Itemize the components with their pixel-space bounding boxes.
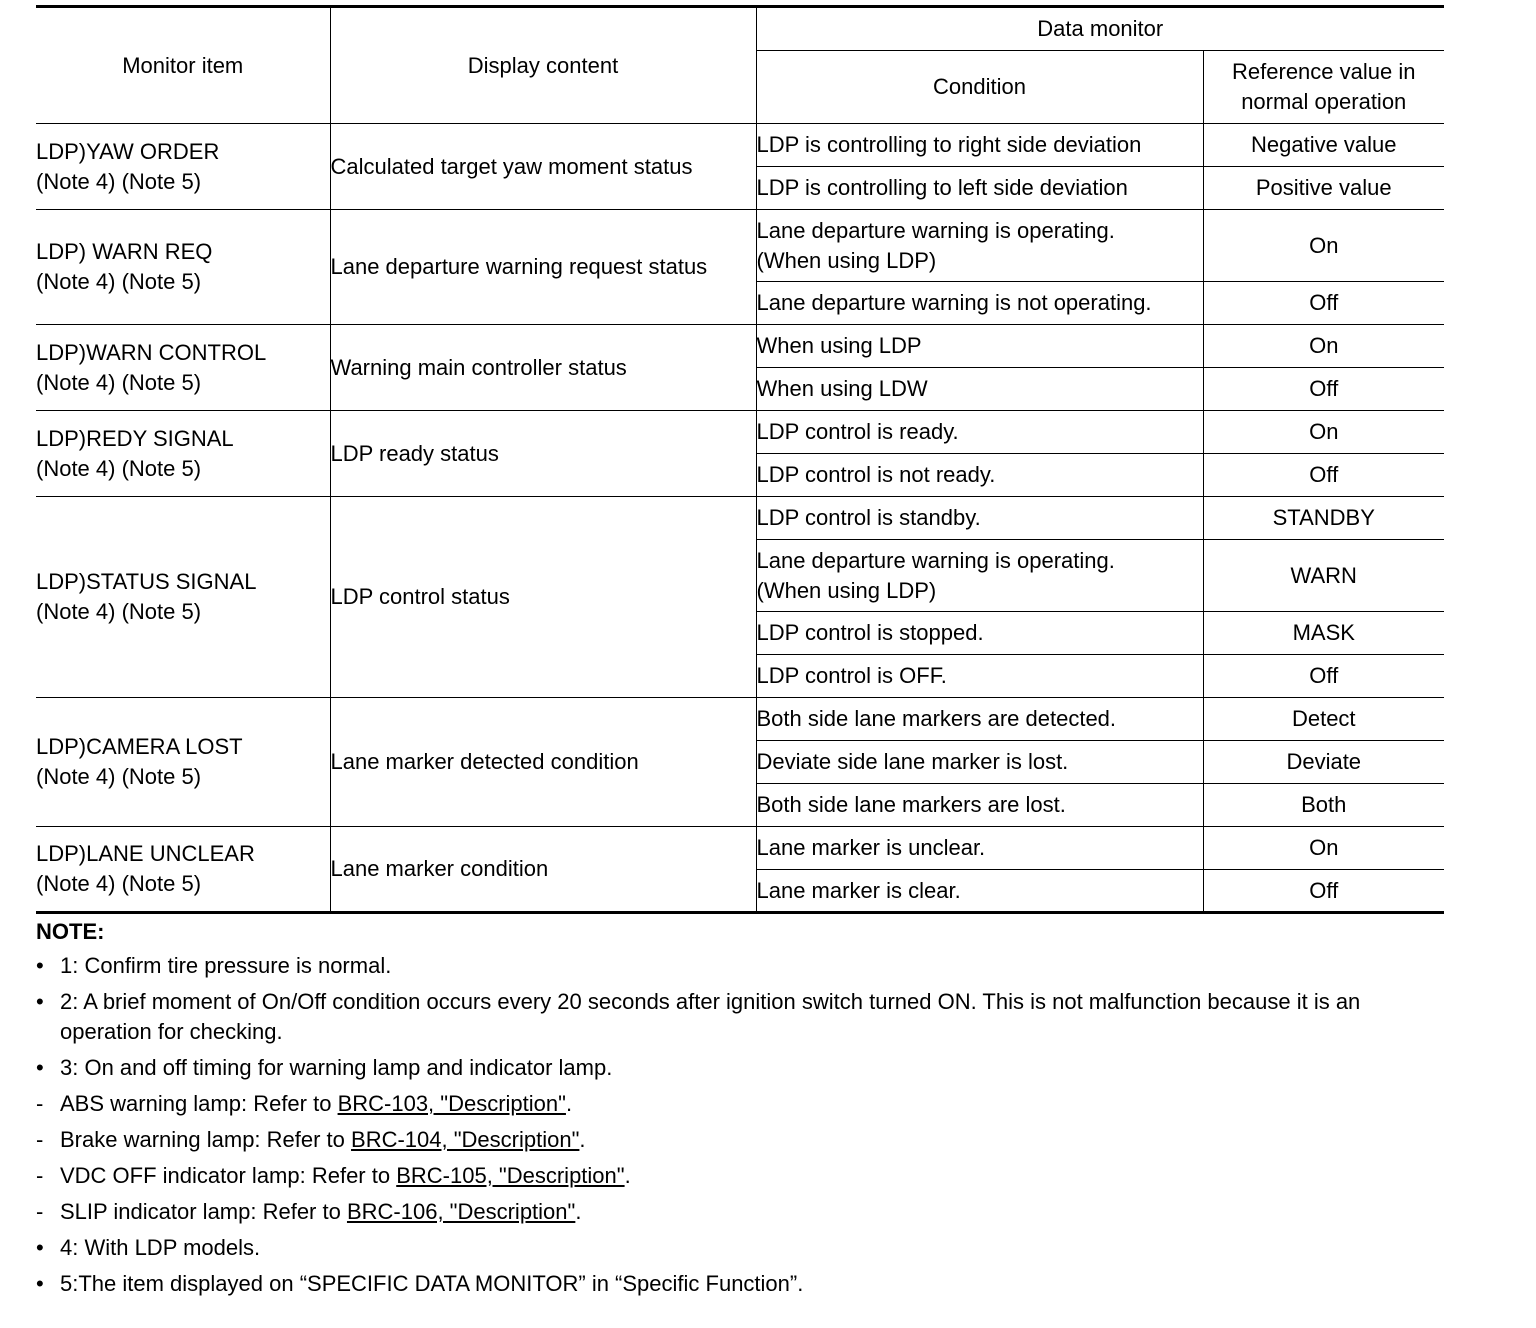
table-row: [36, 497, 1444, 540]
dash-mark: -: [36, 1091, 44, 1116]
monitor-item-cell: LDP)WARN CONTROL (Note 4) (Note 5): [36, 325, 330, 411]
brc-104-link[interactable]: BRC-104, "Description": [351, 1127, 580, 1152]
condition-cell: LDP control is not ready.: [756, 454, 1203, 497]
note-text: 3: On and off timing for warning lamp and indicator lamp.: [60, 1055, 613, 1080]
document: [36, 5, 1444, 1305]
condition-cell: Lane marker is clear.: [756, 870, 1203, 913]
condition-cell: LDP is controlling to right side deviation: [756, 124, 1203, 167]
note-text: VDC OFF indicator lamp: Refer to: [60, 1163, 397, 1188]
note-item: [36, 951, 1444, 981]
dash-mark: -: [36, 1163, 44, 1188]
monitor-item-cell: LDP)CAMERA LOST (Note 4) (Note 5): [36, 698, 330, 827]
note-text: Brake warning lamp: Refer to: [60, 1127, 352, 1152]
note-item: [36, 1053, 1444, 1083]
reference-value-cell: WARN: [1203, 540, 1444, 612]
note-text-end: .: [565, 1091, 573, 1116]
monitor-item-cell: LDP)REDY SIGNAL (Note 4) (Note 5): [36, 411, 330, 497]
note-subitem: [36, 1197, 1444, 1227]
note-text-end: .: [579, 1127, 586, 1152]
condition-cell: When using LDW: [756, 368, 1203, 411]
condition-cell: Deviate side lane marker is lost.: [756, 741, 1203, 784]
note-subitem: [36, 1089, 1444, 1119]
note-item: [36, 1233, 1444, 1263]
reference-value-cell: Positive value: [1203, 167, 1444, 210]
table-row: [36, 124, 1444, 167]
reference-value-cell: On: [1203, 210, 1444, 282]
note-text: SLIP indicator lamp: Refer to: [60, 1199, 347, 1224]
header-monitor-item: Monitor item: [36, 7, 330, 124]
note-text: 4: With LDP models.: [60, 1235, 261, 1260]
table-row: [36, 325, 1444, 368]
table-row: [36, 827, 1444, 870]
reference-value-cell: Off: [1203, 282, 1444, 325]
reference-value-cell: On: [1203, 411, 1444, 454]
reference-value-cell: Off: [1203, 870, 1444, 913]
note-text: 2: A brief moment of On/Off condition occurs every 20 seconds after ignition switch turned ON. This is not malfunction because it is an operation for checking.: [60, 989, 1361, 1044]
condition-cell: Lane departure warning is not operating.: [756, 282, 1203, 325]
bullet-mark: •: [36, 1235, 44, 1260]
brc-103-link[interactable]: BRC-103, "Description": [337, 1091, 566, 1116]
reference-value-cell: Off: [1203, 655, 1444, 698]
note-text: ABS warning lamp: Refer to: [60, 1091, 338, 1116]
condition-cell: LDP control is OFF.: [756, 655, 1203, 698]
brc-106-link[interactable]: BRC-106, "Description": [346, 1199, 576, 1224]
note-text: 5:The item displayed on “SPECIFIC DATA MONITOR” in “Specific Function”.: [60, 1271, 804, 1296]
monitor-item-cell: LDP)YAW ORDER (Note 4) (Note 5): [36, 124, 330, 210]
notes-title: NOTE:: [36, 919, 105, 944]
condition-cell: Both side lane markers are detected.: [756, 698, 1203, 741]
reference-value-cell: MASK: [1203, 612, 1444, 655]
note-text-end: .: [624, 1163, 631, 1188]
header-condition: Condition: [756, 51, 1203, 124]
condition-cell: Lane departure warning is operating. (When using LDP): [756, 540, 1203, 612]
reference-value-cell: On: [1203, 827, 1444, 870]
dash-mark: -: [36, 1127, 44, 1152]
header-reference-value: Reference value in normal operation: [1203, 51, 1444, 124]
header-row-1: [36, 7, 1444, 51]
data-monitor-table: [36, 5, 1444, 914]
condition-cell: LDP control is standby.: [756, 497, 1203, 540]
display-content-cell: Lane departure warning request status: [330, 210, 756, 325]
note-item: [36, 987, 1444, 1047]
condition-cell: Lane departure warning is operating. (When using LDP): [756, 210, 1203, 282]
condition-cell: LDP is controlling to left side deviation: [756, 167, 1203, 210]
display-content-cell: Warning main controller status: [330, 325, 756, 411]
display-content-cell: Lane marker condition: [330, 827, 756, 913]
monitor-item-cell: LDP)STATUS SIGNAL (Note 4) (Note 5): [36, 497, 330, 698]
display-content-cell: Calculated target yaw moment status: [330, 124, 756, 210]
condition-cell: When using LDP: [756, 325, 1203, 368]
display-content-cell: Lane marker detected condition: [330, 698, 756, 827]
header-display-content: Display content: [330, 7, 756, 124]
condition-cell: LDP control is ready.: [756, 411, 1203, 454]
bullet-mark: •: [36, 1055, 44, 1080]
monitor-item-cell: LDP) WARN REQ (Note 4) (Note 5): [36, 210, 330, 325]
note-item: [36, 1269, 1444, 1299]
reference-value-cell: Deviate: [1203, 741, 1444, 784]
table-row: [36, 210, 1444, 282]
reference-value-cell: Negative value: [1203, 124, 1444, 167]
brc-105-link[interactable]: BRC-105, "Description": [396, 1163, 625, 1188]
reference-value-cell: Detect: [1203, 698, 1444, 741]
dash-mark: -: [36, 1199, 44, 1224]
reference-value-cell: Off: [1203, 454, 1444, 497]
reference-value-cell: Both: [1203, 784, 1444, 827]
display-content-cell: LDP control status: [330, 497, 756, 698]
note-subitem: [36, 1125, 1444, 1155]
reference-value-cell: STANDBY: [1203, 497, 1444, 540]
condition-cell: LDP control is stopped.: [756, 612, 1203, 655]
table-row: [36, 411, 1444, 454]
header-data-monitor: Data monitor: [756, 7, 1444, 51]
note-text-end: .: [575, 1199, 582, 1224]
bullet-mark: •: [36, 953, 44, 978]
table-row: [36, 698, 1444, 741]
note-text: 1: Confirm tire pressure is normal.: [60, 953, 392, 978]
reference-value-cell: On: [1203, 325, 1444, 368]
condition-cell: Both side lane markers are lost.: [756, 784, 1203, 827]
monitor-item-cell: LDP)LANE UNCLEAR (Note 4) (Note 5): [36, 827, 330, 913]
note-subitem: [36, 1161, 1444, 1191]
condition-cell: Lane marker is unclear.: [756, 827, 1203, 870]
reference-value-cell: Off: [1203, 368, 1444, 411]
bullet-mark: •: [36, 989, 44, 1014]
bullet-mark: •: [36, 1271, 44, 1296]
display-content-cell: LDP ready status: [330, 411, 756, 497]
notes-section: [36, 917, 1444, 1299]
